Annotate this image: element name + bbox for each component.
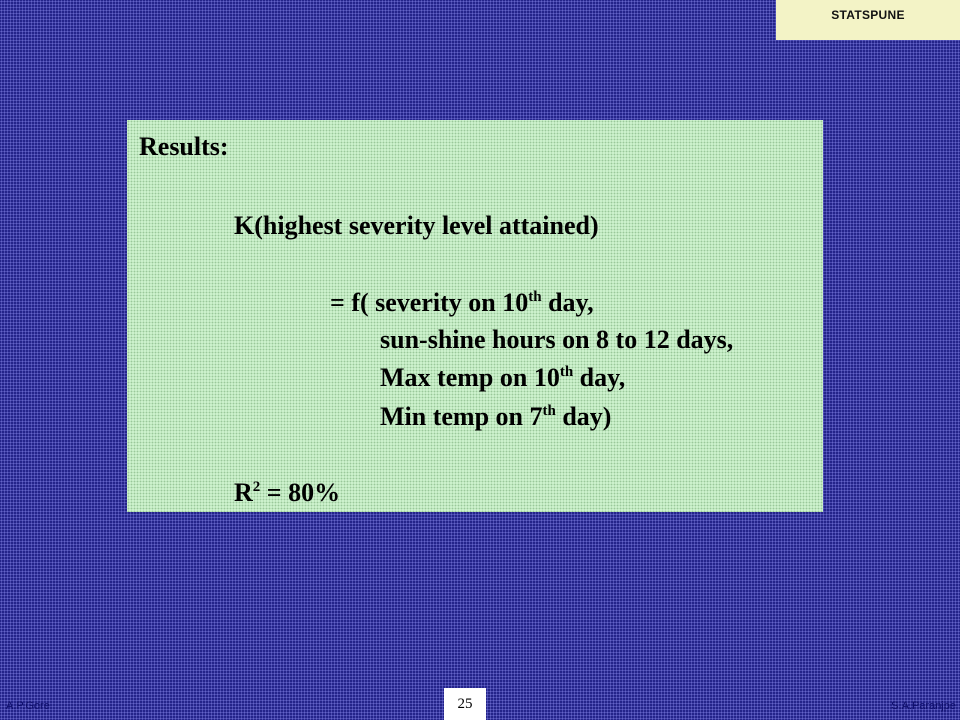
equation-line-sunshine: sun-shine hours on 8 to 12 days, xyxy=(380,325,734,354)
equation-line-max-temp xyxy=(380,365,625,391)
footer-author-right: S.A.Paranjpe xyxy=(891,700,956,712)
equation-text: = f( severity on 10 xyxy=(330,288,529,317)
equation-text: day, xyxy=(573,363,626,392)
page-number: 25 xyxy=(444,688,486,720)
equation-text: Max temp on 10 xyxy=(380,363,560,392)
r-squared-line xyxy=(234,480,340,506)
results-title: Results: xyxy=(139,132,229,161)
r2-text: = 80% xyxy=(260,478,341,507)
equation-text: day) xyxy=(555,402,612,431)
equation-line-severity xyxy=(330,290,594,316)
equation-text: Min temp on 7 xyxy=(380,402,543,431)
superscript: th xyxy=(559,364,574,380)
equation-text: day, xyxy=(541,288,594,317)
r2-text: R xyxy=(234,478,253,507)
brand-label: STATSPUNE xyxy=(776,0,960,40)
response-variable: K(highest severity level attained) xyxy=(234,211,599,240)
superscript: th xyxy=(528,289,542,305)
superscript: 2 xyxy=(252,479,261,495)
superscript: th xyxy=(542,403,556,419)
equation-line-min-temp xyxy=(380,404,611,430)
footer-author-left: A.P.Gore xyxy=(6,700,50,712)
results-panel xyxy=(127,120,823,512)
